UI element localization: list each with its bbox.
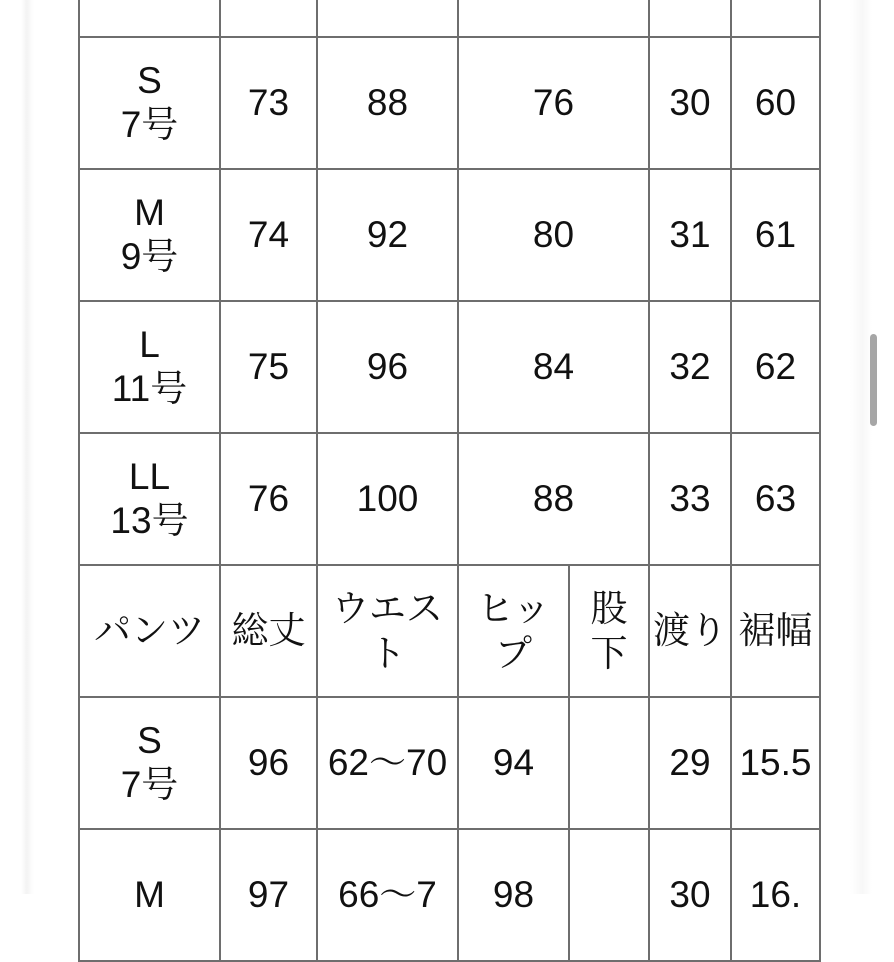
vertical-scrollbar-track[interactable] [878,0,886,894]
tops-l-c1: 75 [220,301,317,433]
table-row [79,301,820,433]
tops-ll-c1: 76 [220,433,317,565]
table-row [79,829,820,961]
pants-row-size-m [79,829,220,961]
size-number: 13号 [110,500,189,541]
pants-m-hip: 98 [458,829,569,961]
page-right-edge-shade [850,0,894,894]
pants-m-waist: 66〜7 [317,829,458,961]
size-number: 11号 [111,368,188,409]
tops-header-col-2 [317,0,458,37]
table-row [79,37,820,169]
tops-s-c1: 73 [220,37,317,169]
tops-header-col-6 [731,0,820,37]
tops-row-size-ll [79,433,220,565]
pants-header-hem-width: 裾幅 [731,565,820,697]
tops-header-size-cell [79,0,220,37]
pants-s-total-length: 96 [220,697,317,829]
tops-ll-c3: 88 [458,433,649,565]
size-number: 9号 [120,236,179,277]
tops-s-c2: 88 [317,37,458,169]
tops-s-c4: 30 [649,37,731,169]
pants-s-inseam [569,697,649,829]
tops-m-c5: 61 [731,169,820,301]
tops-l-c3: 84 [458,301,649,433]
pants-m-inseam [569,829,649,961]
tops-s-c3: 76 [458,37,649,169]
tops-l-c4: 32 [649,301,731,433]
tops-ll-c4: 33 [649,433,731,565]
table-row [79,697,820,829]
size-number: 7号 [120,104,179,145]
pants-header-thigh: 渡り [649,565,731,697]
tops-l-c5: 62 [731,301,820,433]
size-letter: L [139,323,160,365]
tops-header-col-1 [220,0,317,37]
vertical-scrollbar-thumb[interactable] [870,334,877,426]
tops-m-c4: 31 [649,169,731,301]
pants-header-hip: ヒップ [458,565,569,697]
size-number: 7号 [120,764,179,805]
pants-m-hem-width: 16. [731,829,820,961]
tops-ll-c5: 63 [731,433,820,565]
pants-m-thigh: 30 [649,829,731,961]
tops-m-c2: 92 [317,169,458,301]
pants-row-size-s [79,697,220,829]
pants-header-total-length: 総丈 [220,565,317,697]
pants-s-waist: 62〜70 [317,697,458,829]
size-chart-table-container [78,0,819,962]
tops-header-col-5 [649,0,731,37]
tops-header-col-3 [458,0,649,37]
pants-title-cell: パンツ [79,565,220,697]
pants-s-hip: 94 [458,697,569,829]
pants-header-row [79,565,820,697]
table-row [79,169,820,301]
tops-row-size-m [79,169,220,301]
tops-ll-c2: 100 [317,433,458,565]
pants-header-waist: ウエスト [317,565,458,697]
size-chart-table [78,0,821,962]
size-letter: M [134,191,165,233]
pants-m-total-length: 97 [220,829,317,961]
page-left-edge-shade [0,0,34,894]
size-letter: LL [128,455,171,497]
tops-l-c2: 96 [317,301,458,433]
tops-row-size-l [79,301,220,433]
pants-header-inseam: 股下 [569,565,649,697]
size-letter: S [137,719,162,761]
tops-m-c3: 80 [458,169,649,301]
tops-row-size-s [79,37,220,169]
pants-s-thigh: 29 [649,697,731,829]
pants-s-hem-width: 15.5 [731,697,820,829]
size-letter: M [134,873,165,915]
tops-m-c1: 74 [220,169,317,301]
table-row [79,433,820,565]
tops-header-row [79,0,820,37]
tops-s-c5: 60 [731,37,820,169]
size-letter: S [137,59,162,101]
